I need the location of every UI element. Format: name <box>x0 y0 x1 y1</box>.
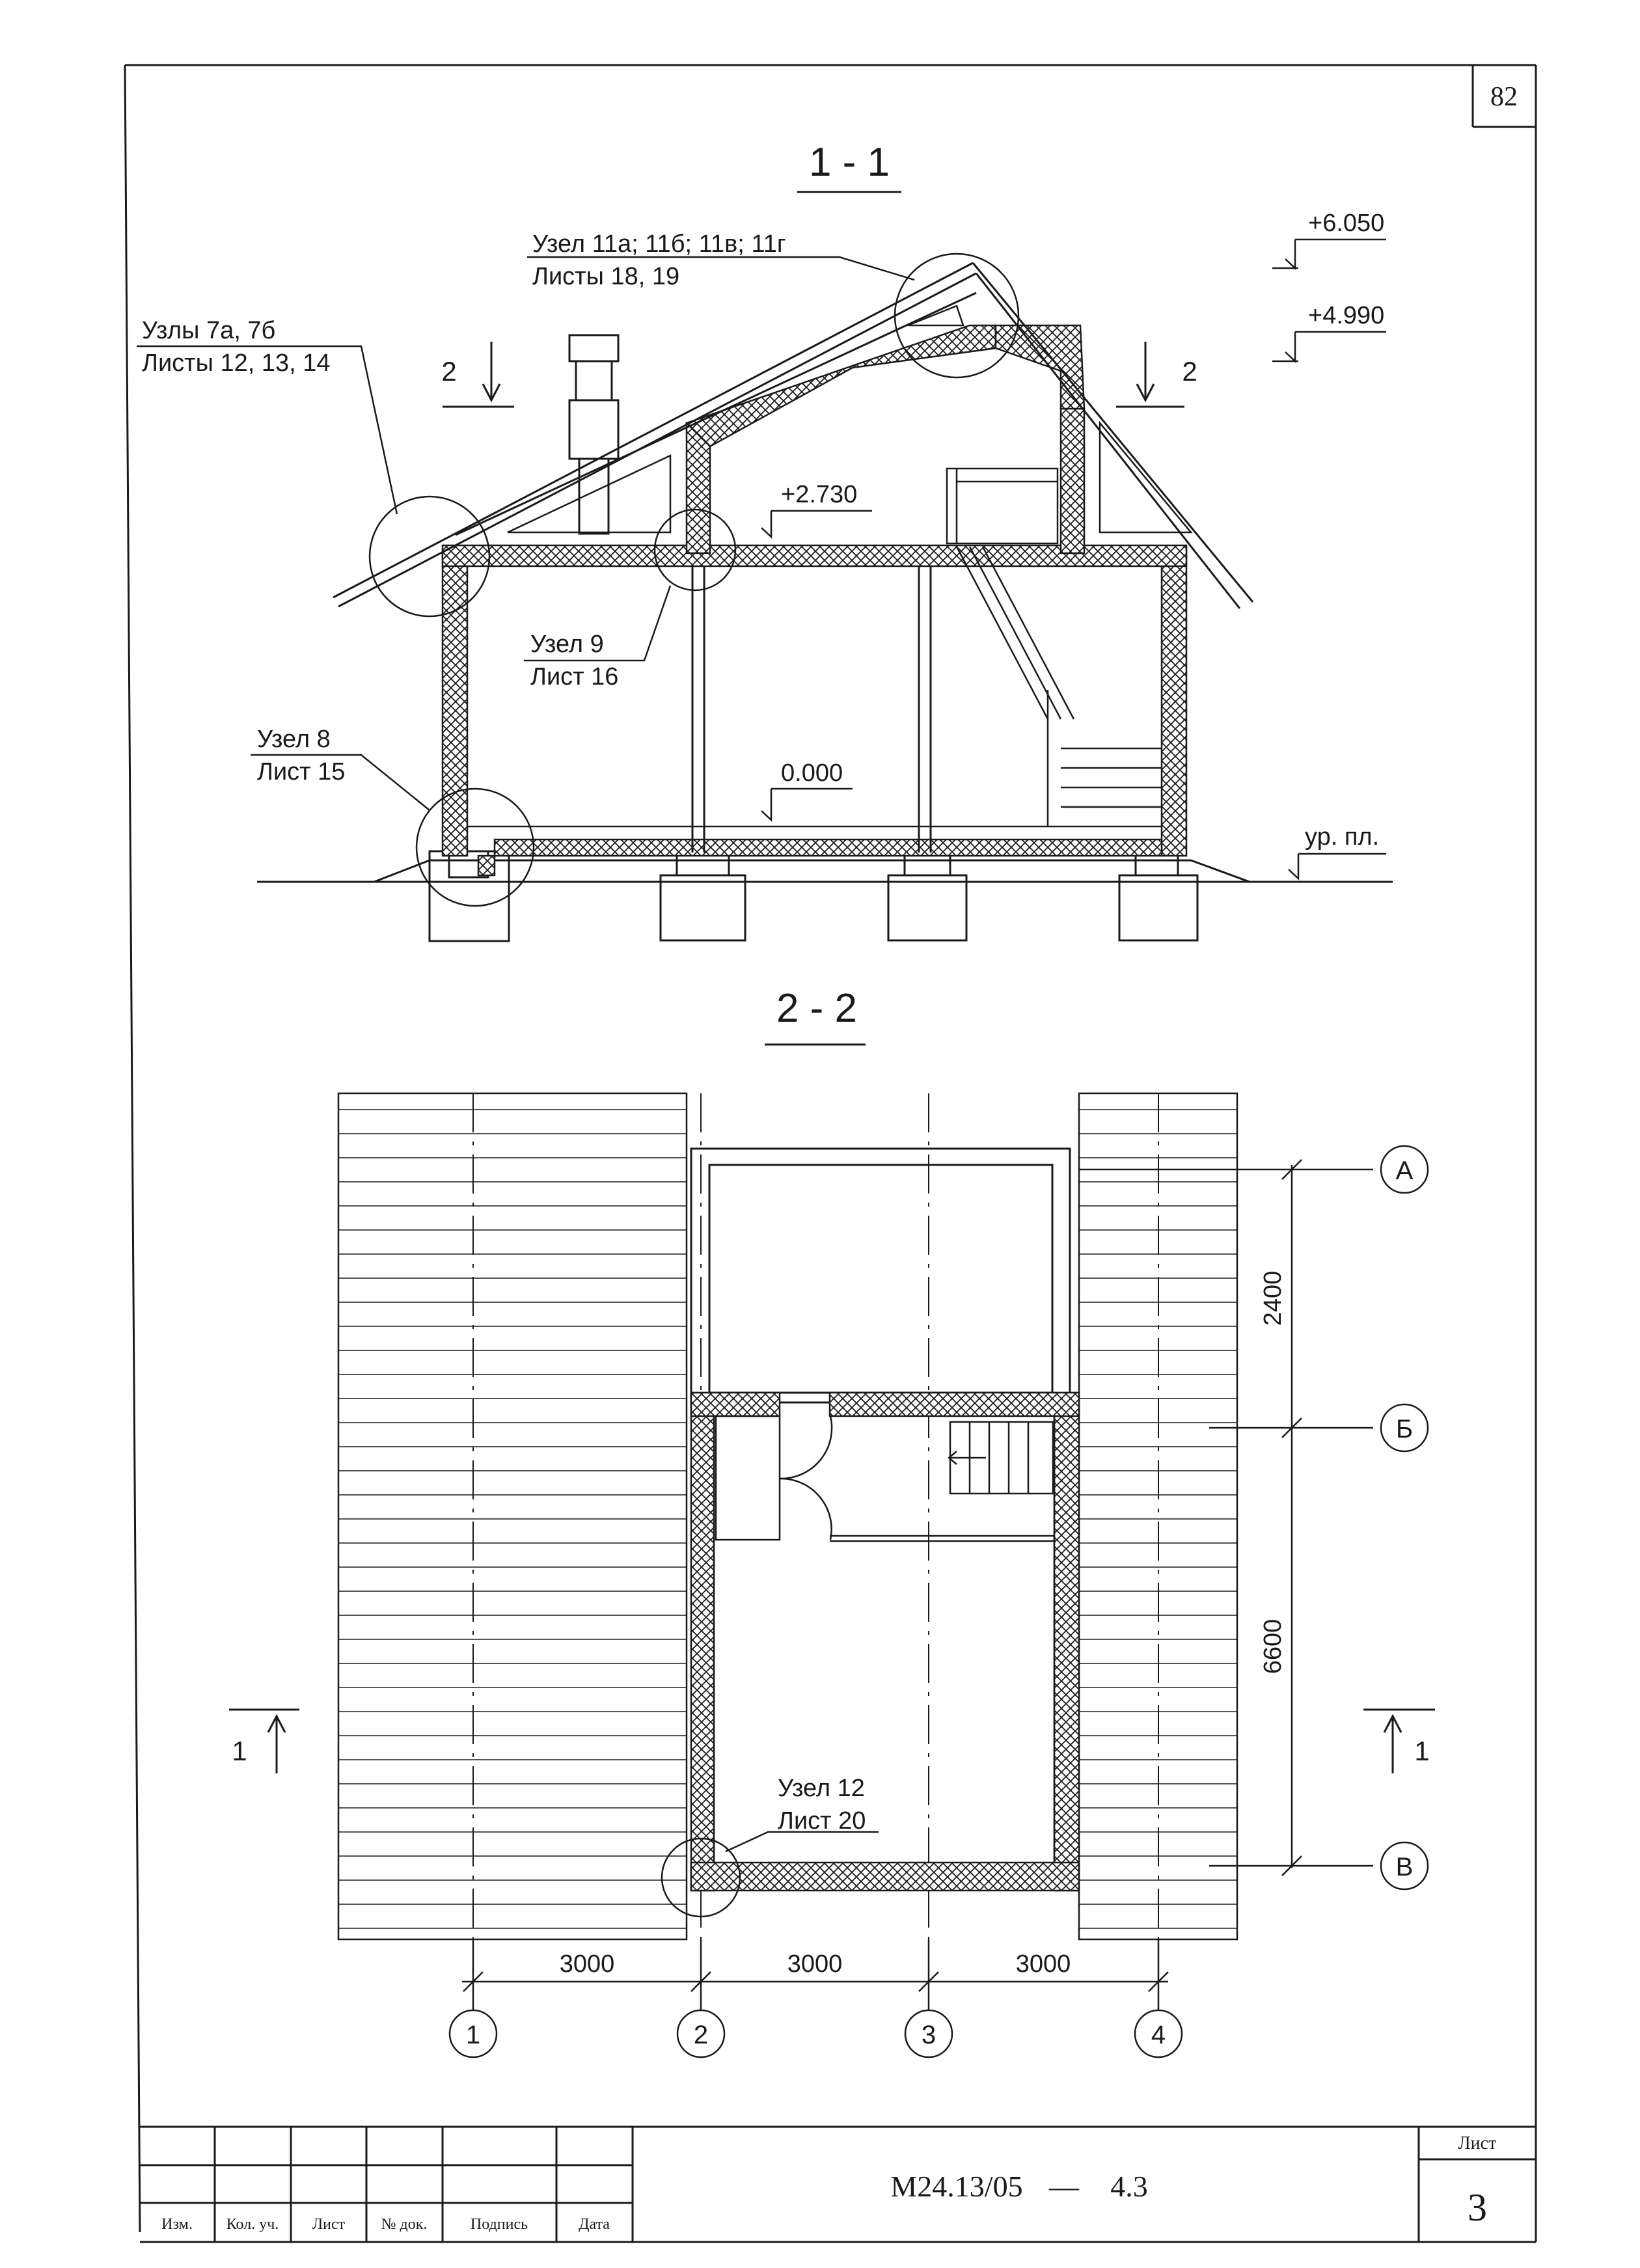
cut-mark-2-left-label: 2 <box>441 356 457 387</box>
node-12-leader <box>726 1832 879 1851</box>
col-dim-2: 3000 <box>787 1950 843 1978</box>
tb-label-izm: Изм. <box>161 2216 193 2233</box>
col-axis-3: 3 <box>921 2021 936 2049</box>
stair-section <box>947 469 1162 827</box>
cut-mark-1-right-label: 1 <box>1414 1736 1430 1766</box>
eave-node-callout-line1: Узлы 7а, 7б <box>142 317 276 344</box>
page-number: 82 <box>1490 82 1518 112</box>
section-1-1-title: 1 - 1 <box>808 140 890 185</box>
title-block <box>140 2127 1536 2242</box>
cut-mark-2-right-label: 2 <box>1182 356 1197 387</box>
plan-rooms <box>691 1149 1070 1402</box>
section-number: 4.3 <box>1110 2170 1148 2203</box>
ridge-node-callout-line1: Узел 11а; 11б; 11в; 11г <box>532 230 786 258</box>
insulated-walls <box>443 325 1186 875</box>
posts <box>692 566 931 853</box>
plan-doors <box>780 1416 832 1540</box>
eave-node-callout-line2: Листы 12, 13, 14 <box>142 349 331 377</box>
tb-label-date: Дата <box>579 2216 610 2233</box>
plan-walls <box>691 1393 1079 1891</box>
ridge-node-callout-line2: Листы 18, 19 <box>532 263 680 290</box>
level-eave: +4.990 <box>1308 302 1385 329</box>
doc-code-dash: — <box>1049 2170 1079 2203</box>
sheet-number: 3 <box>1468 2186 1487 2229</box>
plan-stair <box>949 1422 1053 1494</box>
level-floor2: +2.730 <box>781 481 858 508</box>
level-floor1: 0.000 <box>781 759 843 787</box>
node-8-callout-line1: Узел 8 <box>257 726 331 753</box>
level-ridge: +6.050 <box>1308 210 1385 237</box>
col-axis-2: 2 <box>693 2021 709 2049</box>
row-axis-v: В <box>1395 1853 1414 1881</box>
level-ground: ур. пл. <box>1305 823 1380 851</box>
node-9-callout-line1: Узел 9 <box>530 631 604 658</box>
section-1-1-drawing <box>137 210 1393 941</box>
cut-mark-1-left-label: 1 <box>232 1736 247 1766</box>
roof-planks-left <box>338 1093 687 1939</box>
tb-label-signature: Подпись <box>470 2216 528 2233</box>
node-9-callout-line2: Лист 16 <box>530 663 619 690</box>
row-axis-b: Б <box>1395 1415 1414 1443</box>
doc-code: М24.13/05 <box>890 2170 1023 2203</box>
row-axis-a: А <box>1395 1156 1414 1185</box>
chimney <box>569 335 618 534</box>
sheet-frame <box>125 65 1536 2242</box>
row-dimension-chain <box>1079 1160 1373 1876</box>
node-12-callout-line2: Лист 20 <box>778 1807 866 1835</box>
node-12-callout-line1: Узел 12 <box>778 1775 865 1802</box>
row-axis-bubbles <box>1381 1146 1428 1889</box>
col-axis-4: 4 <box>1151 2021 1166 2049</box>
plan-inner-lines <box>714 1416 1054 1863</box>
col-axis-bubbles <box>450 2010 1182 2057</box>
row-dim-2400: 2400 <box>1259 1270 1287 1326</box>
sheet-label: Лист <box>1458 2133 1497 2153</box>
col-axis-1: 1 <box>465 2021 481 2049</box>
page-number-box <box>1473 65 1536 127</box>
cut-mark-2-right <box>1116 342 1184 407</box>
node-8-callout-line2: Лист 15 <box>257 758 346 786</box>
row-dim-6600: 6600 <box>1259 1619 1287 1674</box>
ground-line <box>257 860 1393 882</box>
tb-label-kol-uch: Кол. уч. <box>226 2216 279 2233</box>
section-2-2-drawing <box>229 1093 1435 2057</box>
footings <box>430 851 1197 941</box>
col-dim-1: 3000 <box>559 1950 615 1978</box>
section-2-2-title: 2 - 2 <box>776 986 858 1031</box>
col-dim-3: 3000 <box>1015 1950 1071 1978</box>
tb-label-doc-no: № док. <box>381 2216 428 2233</box>
tb-label-list: Лист <box>312 2216 346 2233</box>
